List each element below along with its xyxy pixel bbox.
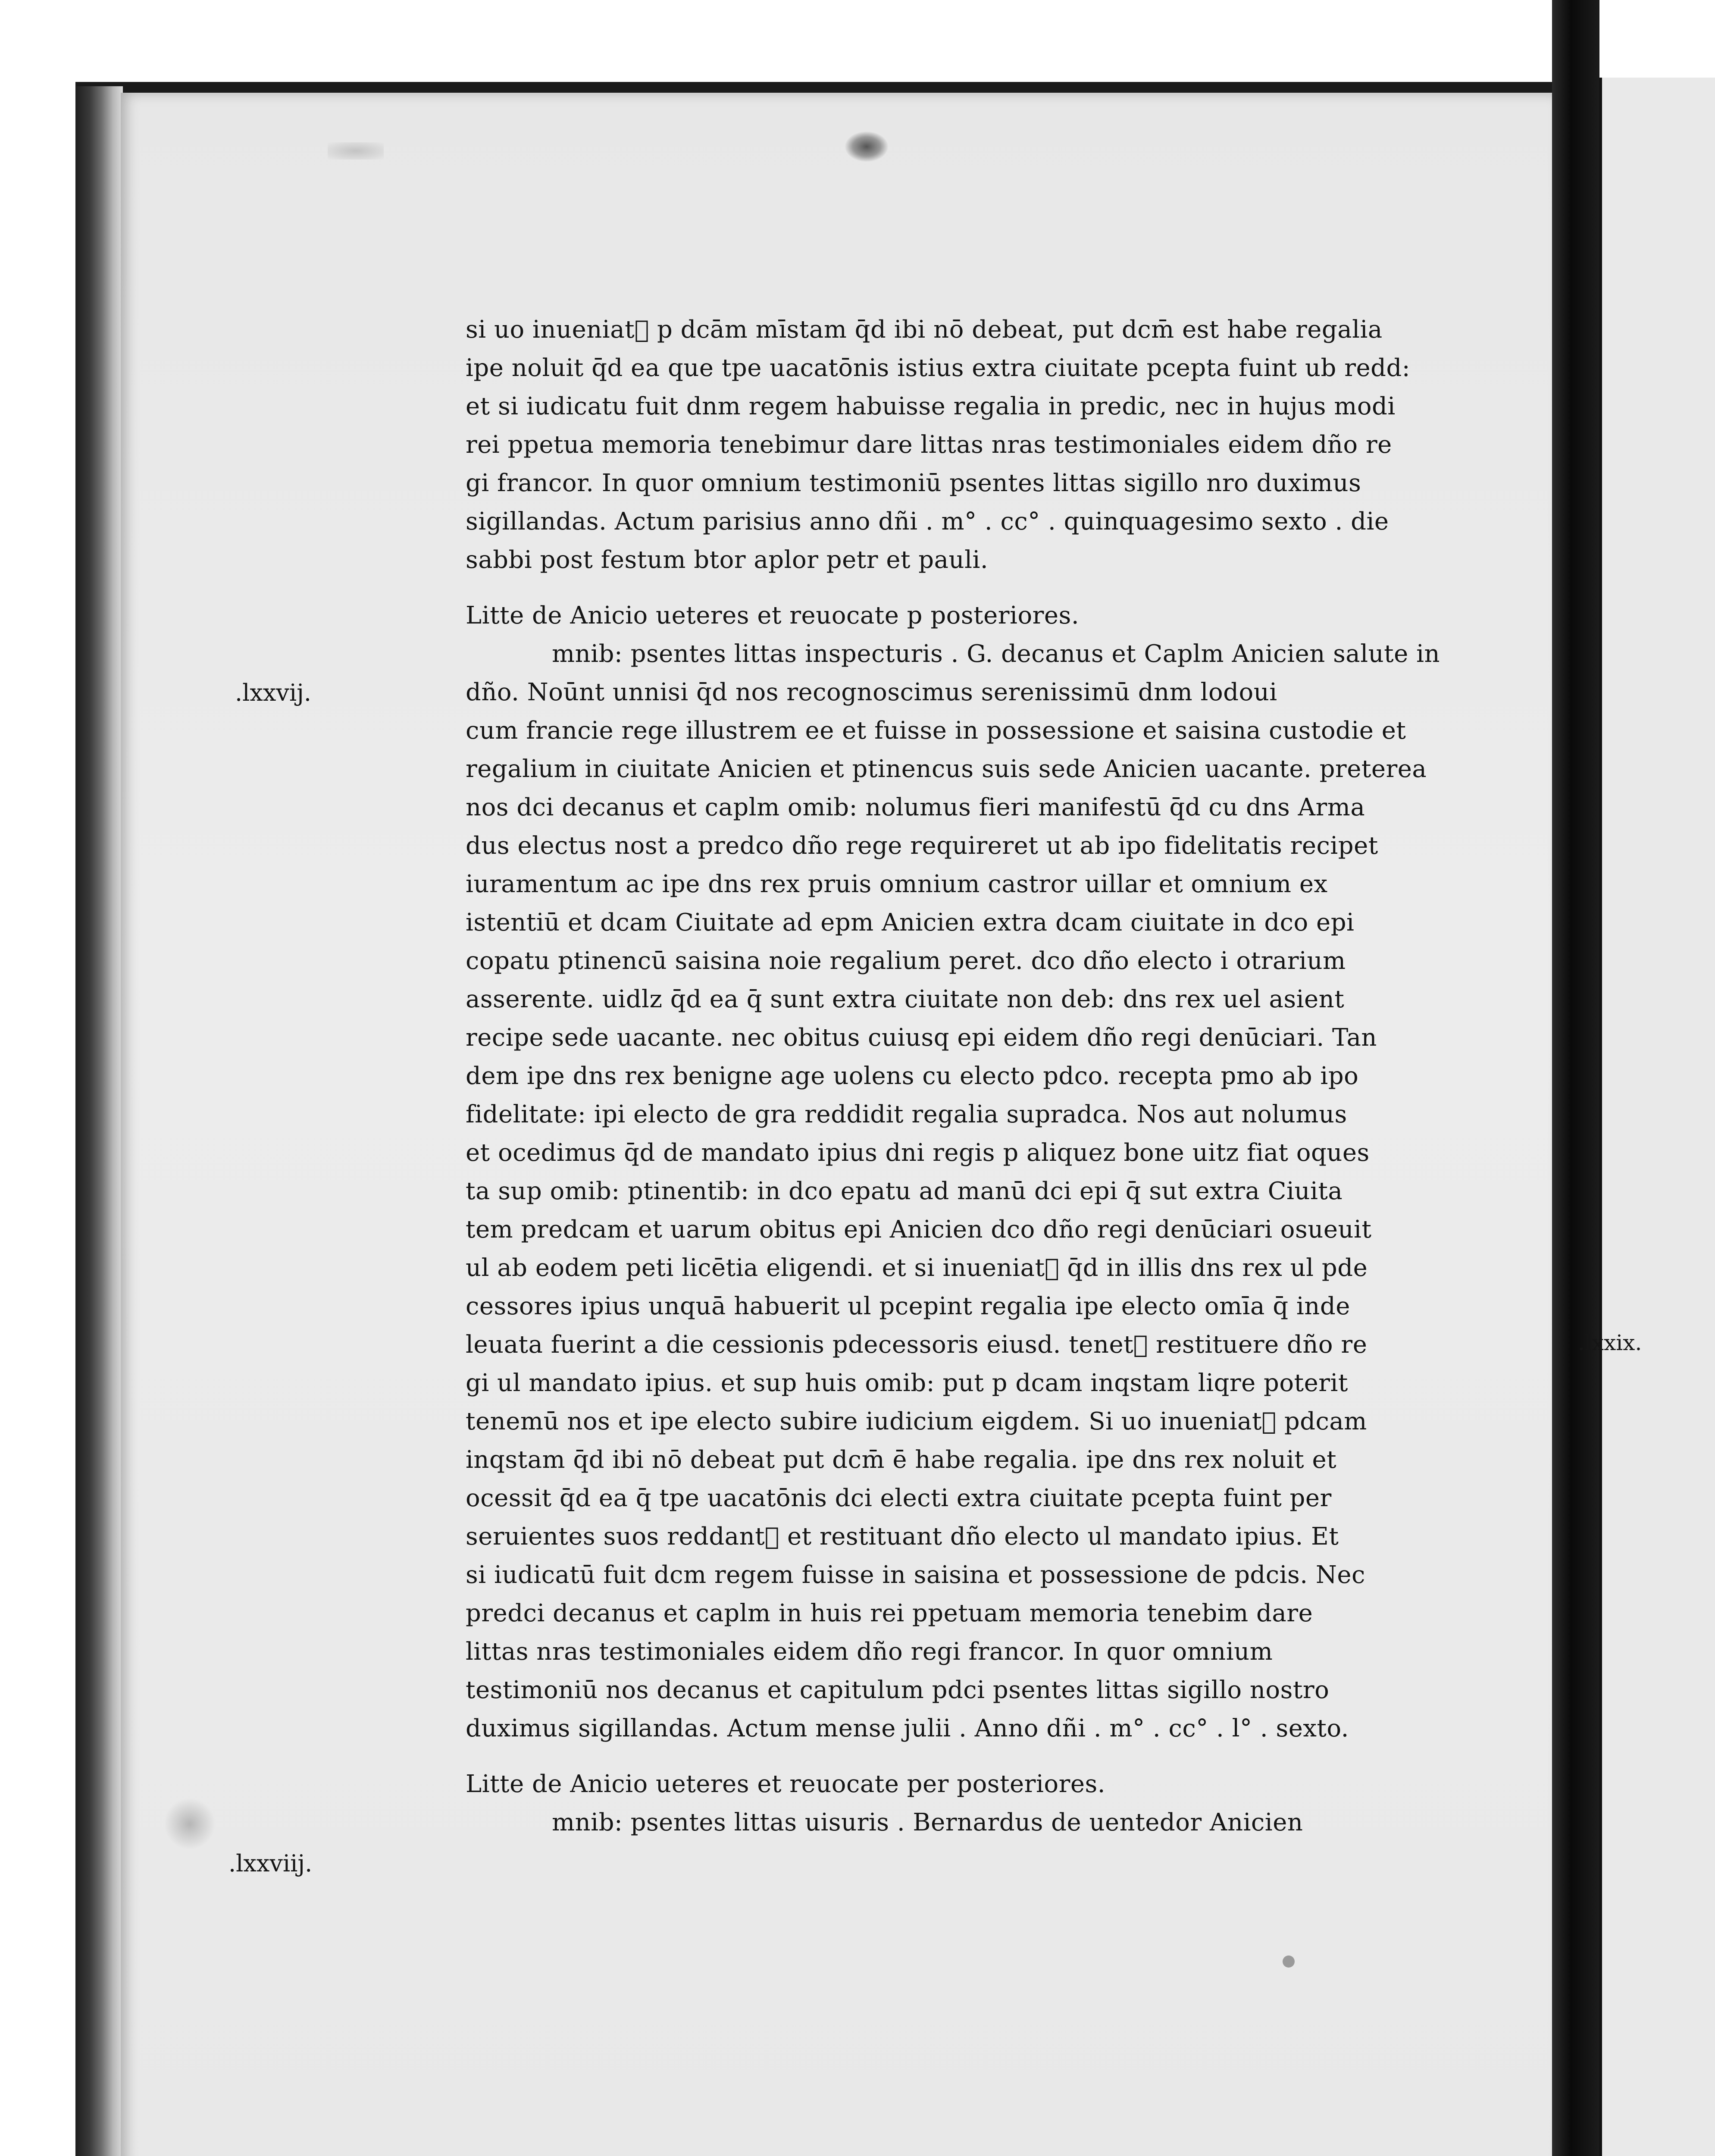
text-line: predci decanus et caplm in huis rei ppetuam memoria tenebim dare bbox=[466, 1599, 1313, 1627]
heading-1: Litte de Anicio ueteres et reuocate p posteriores. bbox=[466, 602, 1080, 630]
text-line: cessores ipius unquā habuerit ul pcepint regalia ipe electo omīa q̄ inde bbox=[466, 1292, 1350, 1320]
text-line: rei ppetua memoria tenebimur dare littas nras testimoniales eidem dño re bbox=[466, 431, 1392, 459]
margin-smudge bbox=[164, 1798, 216, 1850]
text-line: ocessit q̄d ea q̄ tpe uacatōnis dci electi extra ciuitate pcepta fuint per bbox=[466, 1484, 1332, 1512]
text-line: leuata fuerint a die cessionis pdecessoris eiusd. tenet᷑ restituere dño re bbox=[466, 1331, 1368, 1359]
text-line: ipe noluit q̄d ea que tpe uacatōnis istius extra ciuitate pcepta fuint ub redd: bbox=[466, 354, 1411, 382]
margin-note-lxxvij: .lxxvij. bbox=[235, 679, 312, 706]
text-line: seruientes suos reddant᷑ et restituant dño electo ul mandato ipius. Et bbox=[466, 1523, 1339, 1551]
text-line: ul ab eodem peti licētia eligendi. et si inueniat᷑ q̄d in illis dns rex ul pde bbox=[466, 1254, 1368, 1282]
text-line: dño. Noūnt unnisi q̄d nos recognoscimus serenissimū dnm lodoui bbox=[466, 678, 1277, 706]
text-line: et si iudicatu fuit dnm regem habuisse regalia in predic, nec in hujus modi bbox=[466, 392, 1396, 420]
text-line: duximus sigillandas. Actum mense julii . Anno dñi . m° . cc° . l° . sexto. bbox=[466, 1714, 1349, 1742]
text-line: copatu ptinencū saisina noie regalium peret. dco dño electo i otrarium bbox=[466, 947, 1346, 975]
text-line: littas nras testimoniales eidem dño regi francor. In quor omnium bbox=[466, 1638, 1273, 1666]
text-line: inqstam q̄d ibi nō debeat put dcm̄ ē habe regalia. ipe dns rex noluit et bbox=[466, 1446, 1337, 1474]
text-line: cum francie rege illustrem ee et fuisse in possessione et saisina custodie et bbox=[466, 717, 1406, 745]
text-line: mnib: psentes littas uisuris . Bernardus de uentedor Anicien bbox=[552, 1808, 1303, 1836]
text-line: istentiū et dcam Ciuitate ad epm Anicien extra dcam ciuitate in dco epi bbox=[466, 909, 1355, 937]
text-line: tem predcam et uarum obitus epi Anicien dco dño regi denūciari osueuit bbox=[466, 1216, 1372, 1244]
heading-2: Litte de Anicio ueteres et reuocate per posteriores. bbox=[466, 1770, 1106, 1798]
text-line: dus electus nost a predco dño rege requireret ut ab ipo fidelitatis recipet bbox=[466, 832, 1378, 860]
text-line: mnib: psentes littas inspecturis . G. decanus et Caplm Anicien salute in bbox=[552, 640, 1440, 668]
text-line: nos dci decanus et caplm omib: nolumus fieri manifestū q̄d cu dns Arma bbox=[466, 793, 1365, 821]
text-line: sigillandas. Actum parisius anno dñi . m° . cc° . quinquagesimo sexto . die bbox=[466, 508, 1389, 536]
text-line: recipe sede uacante. nec obitus cuiusq epi eidem dño regi denūciari. Tan bbox=[466, 1024, 1377, 1052]
page-dot bbox=[1283, 1955, 1295, 1968]
faint-folio-mark bbox=[328, 142, 384, 160]
page-stack-left-edge bbox=[75, 86, 123, 2156]
paragraph-1 bbox=[466, 310, 1453, 579]
manuscript-text bbox=[466, 310, 1453, 1842]
text-line: tenemū nos et ipe electo subire iudicium eigdem. Si uo inueniat᷑ pdcam bbox=[466, 1407, 1367, 1435]
text-line: sabbi post festum btor aplor petr et pauli. bbox=[466, 546, 989, 574]
text-line: ta sup omib: ptinentib: in dco epatu ad manū dci epi q̄ sut extra Ciuita bbox=[466, 1177, 1343, 1205]
text-line: et ocedimus q̄d de mandato ipius dni regis p aliquez bone uitz fiat oques bbox=[466, 1139, 1370, 1167]
text-line: si uo inueniat᷑ p dcām mīstam q̄d ibi nō debeat, put dcm̄ est habe regalia bbox=[466, 316, 1383, 344]
paragraph-3 bbox=[466, 1803, 1453, 1842]
ink-blot bbox=[845, 132, 888, 162]
text-line: fidelitate: ipi electo de gra reddidit regalia supradca. Nos aut nolumus bbox=[466, 1100, 1347, 1128]
text-line: gi ul mandato ipius. et sup huis omib: put p dcam inqstam liqre poterit bbox=[466, 1369, 1348, 1397]
margin-note-lxxix: .lxxix. bbox=[1578, 1330, 1642, 1355]
text-line: testimoniū nos decanus et capitulum pdci psentes littas sigillo nostro bbox=[466, 1676, 1330, 1704]
text-line: gi francor. In quor omnium testimoniū psentes littas sigillo nro duximus bbox=[466, 469, 1361, 497]
paragraph-2 bbox=[466, 635, 1453, 1748]
text-line: asserente. uidlz q̄d ea q̄ sunt extra ciuitate non deb: dns rex uel asient bbox=[466, 985, 1345, 1013]
text-line: dem ipe dns rex benigne age uolens cu electo pdco. recepta pmo ab ipo bbox=[466, 1062, 1359, 1090]
text-line: iuramentum ac ipe dns rex pruis omnium castror uillar et omnium ex bbox=[466, 870, 1328, 898]
facing-page-edge bbox=[1599, 78, 1715, 2156]
binding-right-edge bbox=[1552, 0, 1599, 2156]
text-line: si iudicatū fuit dcm regem fuisse in saisina et possessione de pdcis. Nec bbox=[466, 1561, 1365, 1589]
text-line: regalium in ciuitate Anicien et ptinencus suis sede Anicien uacante. preterea bbox=[466, 755, 1427, 783]
margin-note-lxxviij: .lxxviij. bbox=[228, 1850, 313, 1877]
